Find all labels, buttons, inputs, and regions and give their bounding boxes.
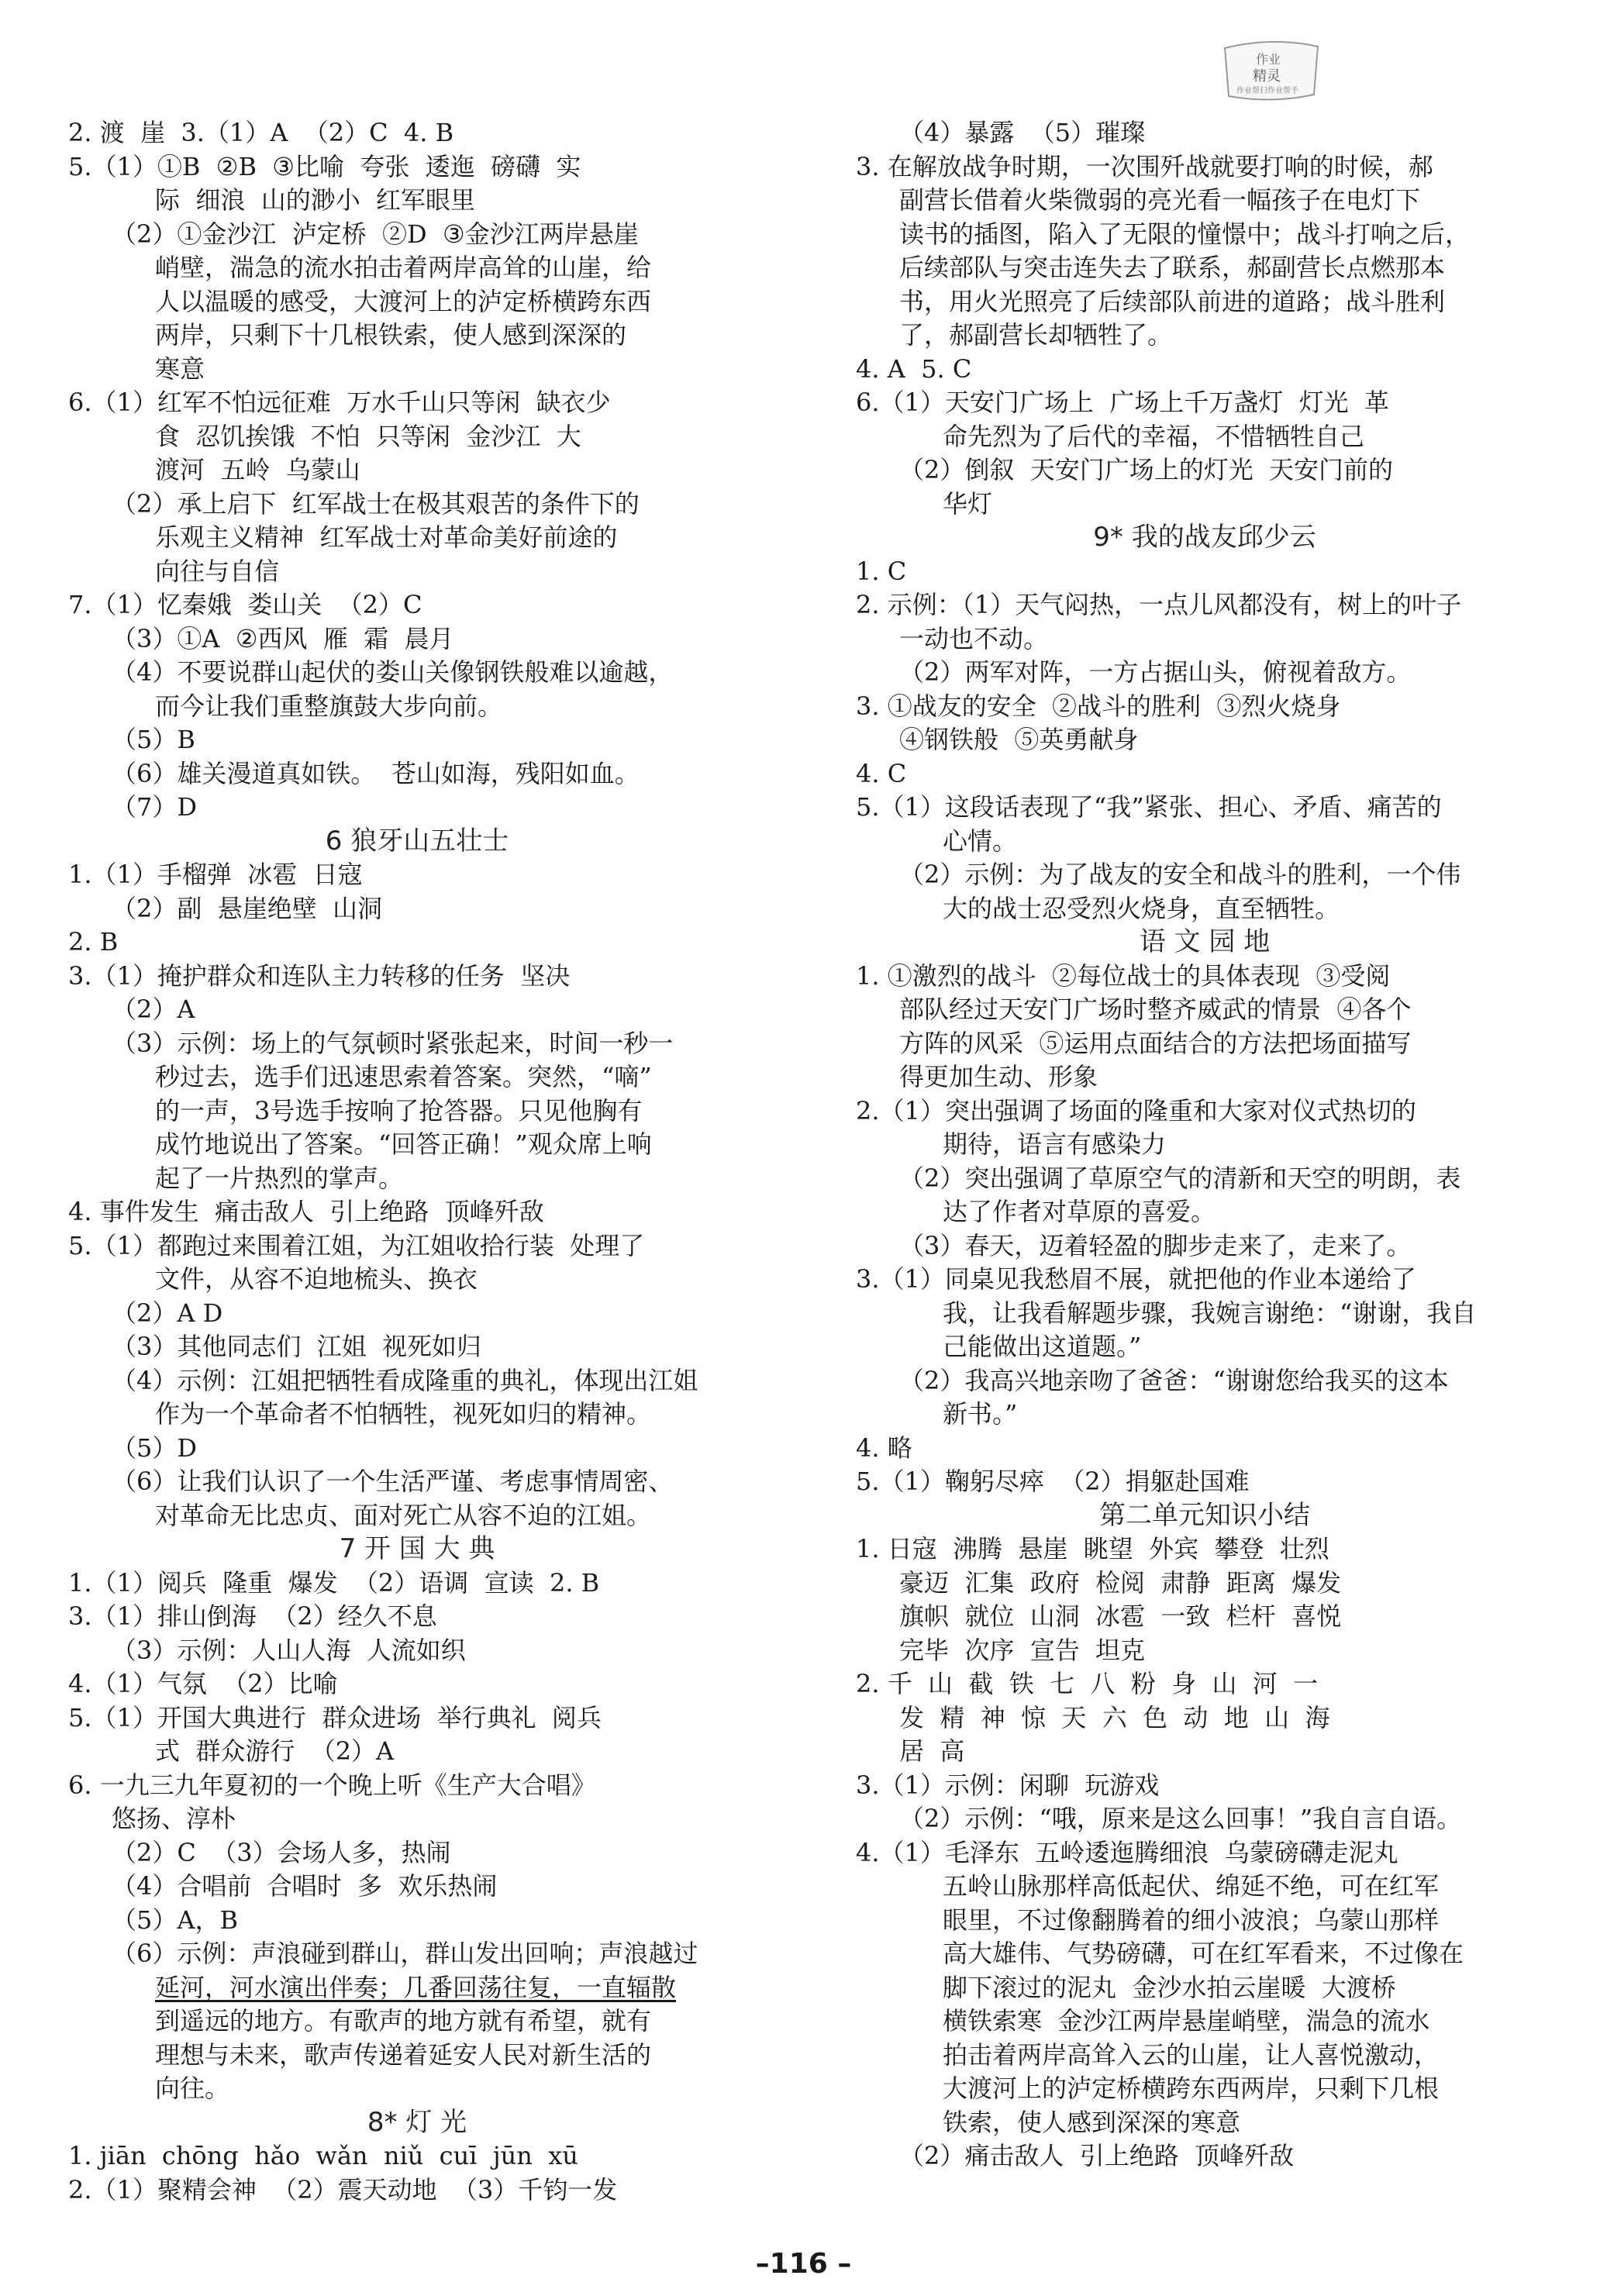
answer-line: 人以温暖的感受，大渡河上的泸定桥横跨东西 bbox=[155, 286, 652, 316]
answer-column-left bbox=[68, 116, 766, 2207]
answer-line: 大的战士忍受烈火烧身，直至牺牲。 bbox=[943, 893, 1340, 923]
answer-line: （2）A D bbox=[112, 1298, 223, 1328]
answer-line: 命先烈为了后代的幸福，不惜牺牲自己 bbox=[943, 421, 1365, 451]
answer-line: 方阵的风采 ⑤运用点面结合的方法把场面描写 bbox=[899, 1028, 1412, 1058]
answer-line: （2）倒叙 天安门广场上的灯光 天安门前的 bbox=[899, 455, 1394, 484]
answer-line: 到遥远的地方。有歌声的地方就有希望，就有 bbox=[155, 2006, 652, 2036]
answer-line: 发 精 神 惊 天 六 色 动 地 山 海 bbox=[899, 1702, 1330, 1732]
section-title: 6 狼牙山五壮士 bbox=[325, 825, 509, 857]
answer-line: 3.（1）同桌见我愁眉不展，就把他的作业本递给了 bbox=[856, 1264, 1416, 1294]
answer-line: 4. 事件发生 痛击敌人 引上绝路 顶峰歼敌 bbox=[68, 1197, 544, 1226]
answer-line: （4）合唱前 合唱时 多 欢乐热闹 bbox=[112, 1871, 498, 1901]
answer-line: （2）两军对阵，一方占据山头，俯视着敌方。 bbox=[899, 657, 1412, 687]
answer-line: 2.（1）突出强调了场面的隆重和大家对仪式热切的 bbox=[856, 1095, 1416, 1126]
answer-line: 1.（1）阅兵 隆重 爆发 （2）语调 宣读 2. B bbox=[68, 1567, 600, 1598]
answer-line: （2）痛击敌人 引上绝路 顶峰歼敌 bbox=[899, 2141, 1295, 2170]
answer-line: 2. B bbox=[68, 927, 119, 957]
answer-line: 4. 略 bbox=[856, 1432, 912, 1463]
stamp-top-text: 作业 bbox=[1256, 52, 1281, 67]
answer-line: 5.（1）开国大典进行 群众进场 举行典礼 阅兵 bbox=[68, 1702, 602, 1732]
answer-line: 己能做出这道题。” bbox=[943, 1332, 1142, 1361]
answer-line: 渡河 五岭 乌蒙山 bbox=[155, 455, 360, 484]
answer-line: 新书。” bbox=[943, 1399, 1018, 1429]
answer-line: 式 群众游行 （2）A bbox=[155, 1736, 395, 1766]
answer-line: （2）A bbox=[112, 995, 195, 1024]
answer-line: （4）不要说群山起伏的娄山关像钢铁般难以逾越， bbox=[112, 657, 674, 687]
answer-line: 5.（1）都跑过来围着江姐，为江姐收拾行装 处理了 bbox=[68, 1230, 645, 1260]
answer-line: 2. 千 山 截 铁 七 八 粉 身 山 河 一 bbox=[856, 1669, 1319, 1698]
answer-line: 5.（1）①B ②B ③比喻 夸张 逶迤 磅礴 实 bbox=[68, 151, 581, 181]
answer-line: 读书的插图，陷入了无限的憧憬中；战斗打响之后， bbox=[899, 219, 1471, 249]
answer-line: 作为一个革命者不怕牺牲，视死如归的精神。 bbox=[155, 1399, 652, 1429]
answer-line: 华灯 bbox=[943, 488, 993, 519]
answer-line: （3）①A ②西风 雁 霜 晨月 bbox=[112, 623, 454, 653]
page-number: –116 – bbox=[755, 2248, 852, 2280]
answer-line: 起了一片热烈的掌声。 bbox=[155, 1163, 404, 1193]
answer-line: （3）示例：人山人海 人流如织 bbox=[112, 1635, 466, 1665]
answer-line: （2）示例：为了战友的安全和战斗的胜利，一个伟 bbox=[899, 860, 1461, 889]
answer-line: 际 细浪 山的渺小 红军眼里 bbox=[155, 185, 476, 215]
answer-line: 3.（1）掩护群众和连队主力转移的任务 坚决 bbox=[68, 960, 571, 991]
answer-line: ④钢铁般 ⑤英勇献身 bbox=[899, 725, 1139, 754]
answer-line: （2）示例：“哦，原来是这么回事！”我自言自语。 bbox=[899, 1804, 1462, 1833]
answer-line: 3. 在解放战争时期，一次围歼战就要打响的时候，郝 bbox=[856, 151, 1433, 181]
answer-line: 1. ①激烈的战斗 ②每位战士的具体表现 ③受阅 bbox=[856, 960, 1391, 991]
answer-line: 6.（1）天安门广场上 广场上千万盏灯 灯光 革 bbox=[856, 388, 1389, 417]
answer-line: 了，郝副营长却牺牲了。 bbox=[899, 320, 1173, 350]
answer-line: 五岭山脉那样高低起伏、绵延不绝，可在红军 bbox=[943, 1871, 1440, 1901]
answer-line: 秒过去，选手们迅速思索着答案。突然，“嘀” bbox=[155, 1062, 652, 1091]
watermark-stamp bbox=[1217, 33, 1326, 110]
answer-line: （6）让我们认识了一个生活严谨、考虑事情周密、 bbox=[112, 1467, 674, 1496]
answer-line: （3）其他同志们 江姐 视死如归 bbox=[112, 1332, 482, 1361]
answer-line: 1. 日寇 沸腾 悬崖 眺望 外宾 攀登 壮烈 bbox=[856, 1534, 1329, 1563]
answer-line: 书，用火光照亮了后续部队前进的道路；战斗胜利 bbox=[899, 286, 1446, 316]
section-title: 第二单元知识小结 bbox=[1099, 1499, 1310, 1531]
answer-line: 4. A 5. C bbox=[856, 353, 972, 384]
answer-line: （7）D bbox=[112, 792, 198, 822]
answer-line: 2.（1）聚精会神 （2）震天动地 （3）千钧一发 bbox=[68, 2174, 618, 2205]
answer-line: 峭壁，湍急的流水拍击着两岸高耸的山崖，给 bbox=[155, 253, 652, 282]
answer-line: （3）春天，迈着轻盈的脚步走来了，走来了。 bbox=[899, 1230, 1412, 1260]
answer-line: 2. 示例：（1）天气闷热，一点儿风都没有，树上的叶子 bbox=[856, 590, 1462, 619]
answer-line: 的一声，3号选手按响了抢答器。只见他胸有 bbox=[155, 1095, 643, 1126]
answer-line: 达了作者对草原的喜爱。 bbox=[943, 1197, 1216, 1226]
answer-line: 横铁索寒 金沙江两岸悬崖峭壁，湍急的流水 bbox=[943, 2006, 1430, 2036]
answer-line: 期待，语言有感染力 bbox=[943, 1129, 1167, 1159]
section-title: 7 开 国 大 典 bbox=[339, 1533, 495, 1564]
answer-line: （5）A，B bbox=[112, 1905, 238, 1935]
answer-column-right bbox=[856, 116, 1554, 2174]
answer-line: 延河，河水演出伴奏；几番回荡往复，一直辐散 bbox=[155, 1972, 677, 2002]
answer-line: 高大雄伟、气势磅礴，可在红军看来，不过像在 bbox=[943, 1939, 1464, 1968]
answer-line: 居 高 bbox=[899, 1736, 965, 1766]
answer-line: 悠扬、淳朴 bbox=[112, 1804, 236, 1833]
answer-line: （2）我高兴地亲吻了爸爸：“谢谢您给我买的这本 bbox=[899, 1365, 1449, 1395]
answer-line: 大渡河上的泸定桥横跨东西两岸，只剩下几根 bbox=[943, 2074, 1440, 2103]
answer-line: 5.（1）这段话表现了“我”紧张、担心、矛盾、痛苦的 bbox=[856, 792, 1442, 822]
answer-line: （3）示例：场上的气氛顿时紧张起来，时间一秒一 bbox=[112, 1028, 674, 1058]
answer-line: 铁索，使人感到深深的寒意 bbox=[943, 2107, 1241, 2137]
answer-line: 3.（1）排山倒海 （2）经久不息 bbox=[68, 1601, 437, 1631]
answer-line: （6）示例：声浪碰到群山，群山发出回响；声浪越过 bbox=[112, 1939, 698, 1968]
answer-line: 1.（1）手榴弹 冰雹 日寇 bbox=[68, 860, 363, 889]
answer-line: 部队经过天安门广场时整齐威武的情景 ④各个 bbox=[899, 995, 1412, 1024]
section-title: 语 文 园 地 bbox=[1139, 926, 1271, 957]
answer-line: （4）示例：江姐把牺牲看成隆重的典礼，体现出江姐 bbox=[112, 1365, 698, 1395]
answer-line: （4）暴露 （5）璀璨 bbox=[899, 118, 1146, 147]
answer-line: 后续部队与突击连失去了联系，郝副营长点燃那本 bbox=[899, 253, 1446, 282]
answer-line: （5）D bbox=[112, 1432, 198, 1463]
answer-line: 向往。 bbox=[155, 2074, 230, 2103]
section-title: 9* 我的战友邱少云 bbox=[1093, 522, 1316, 553]
answer-line: 4.（1）气氛 （2）比喻 bbox=[68, 1669, 338, 1698]
answer-line: 1. C bbox=[856, 556, 907, 586]
answer-line: 5.（1）鞠躬尽瘁 （2）捐躯赴国难 bbox=[856, 1467, 1250, 1496]
answer-line: （2）①金沙江 泸定桥 ②D ③金沙江两岸悬崖 bbox=[112, 219, 639, 249]
answer-line: 而今让我们重整旗鼓大步向前。 bbox=[155, 691, 503, 721]
answer-line: 两岸，只剩下十几根铁索，使人感到深深的 bbox=[155, 320, 627, 350]
answer-line: 文件，从容不迫地梳头、换衣 bbox=[155, 1264, 478, 1294]
answer-line: 6. 一九三九年夏初的一个晚上听《生产大合唱》 bbox=[68, 1770, 596, 1800]
answer-line: 对革命无比忠贞、面对死亡从容不迫的江姐。 bbox=[155, 1500, 652, 1530]
answer-line: 我，让我看解题步骤，我婉言谢绝：“谢谢，我自 bbox=[943, 1298, 1477, 1328]
answer-line: 乐观主义精神 红军战士对革命美好前途的 bbox=[155, 522, 618, 552]
answer-line: 旗帜 就位 山洞 冰雹 一致 栏杆 喜悦 bbox=[899, 1601, 1342, 1631]
answer-line: （2）副 悬崖绝壁 山洞 bbox=[112, 893, 383, 923]
stamp-bottom-text: 作业帮扫作业帮手 bbox=[1236, 87, 1298, 95]
answer-line: 拍击着两岸高耸入云的山崖，让人喜悦激动， bbox=[943, 2039, 1440, 2070]
answer-line: 向往与自信 bbox=[155, 556, 280, 586]
answer-line: 完毕 次序 宣告 坦克 bbox=[899, 1635, 1146, 1665]
answer-line: 脚下滚过的泥丸 金沙水拍云崖暖 大渡桥 bbox=[943, 1972, 1396, 2002]
answer-line: 心情。 bbox=[943, 826, 1018, 856]
answer-line: 豪迈 汇集 政府 检阅 肃静 距离 爆发 bbox=[899, 1567, 1342, 1598]
answer-line: 眼里，不过像翻腾着的细小波浪；乌蒙山那样 bbox=[943, 1905, 1440, 1935]
answer-line: 得更加生动、形象 bbox=[899, 1062, 1098, 1091]
answer-line: 3.（1）示例：闲聊 玩游戏 bbox=[856, 1770, 1160, 1800]
answer-line: 成竹地说出了答案。“回答正确！”观众席上响 bbox=[155, 1129, 652, 1159]
answer-line: 3. ①战友的安全 ②战斗的胜利 ③烈火烧身 bbox=[856, 691, 1341, 721]
answer-line: 食 忍饥挨饿 不怕 只等闲 金沙江 大 bbox=[155, 421, 581, 451]
answer-line: （5）B bbox=[112, 725, 195, 754]
section-title: 8* 灯 光 bbox=[367, 2106, 467, 2138]
answer-line: （2）突出强调了草原空气的清新和天空的明朗，表 bbox=[899, 1163, 1461, 1193]
answer-line: 2. 渡 崖 3.（1）A （2）C 4. B bbox=[68, 118, 454, 147]
answer-line: 4.（1）毛泽东 五岭逶迤腾细浪 乌蒙磅礴走泥丸 bbox=[856, 1837, 1398, 1867]
answer-line: 一动也不动。 bbox=[899, 623, 1049, 653]
stamp-mid-text: 精灵 bbox=[1253, 68, 1281, 84]
answer-line: 4. C bbox=[856, 758, 907, 788]
answer-line: 7.（1）忆秦娥 娄山关 （2）C bbox=[68, 590, 422, 619]
answer-line: （2）C （3）会场人多，热闹 bbox=[112, 1837, 451, 1867]
answer-line: （6）雄关漫道真如铁。 苍山如海，残阳如血。 bbox=[112, 758, 640, 788]
answer-line: 寒意 bbox=[155, 353, 205, 384]
answer-line: 理想与未来，歌声传递着延安人民对新生活的 bbox=[155, 2039, 652, 2070]
answer-line: 6.（1）红军不怕远征难 万水千山只等闲 缺衣少 bbox=[68, 388, 611, 417]
answer-line: （2）承上启下 红军战士在极其艰苦的条件下的 bbox=[112, 488, 640, 519]
answer-line: 副营长借着火柴微弱的亮光看一幅孩子在电灯下 bbox=[899, 185, 1421, 215]
answer-line: 1. jiān chōng hǎo wǎn niǔ cuī jūn xū bbox=[68, 2141, 578, 2170]
